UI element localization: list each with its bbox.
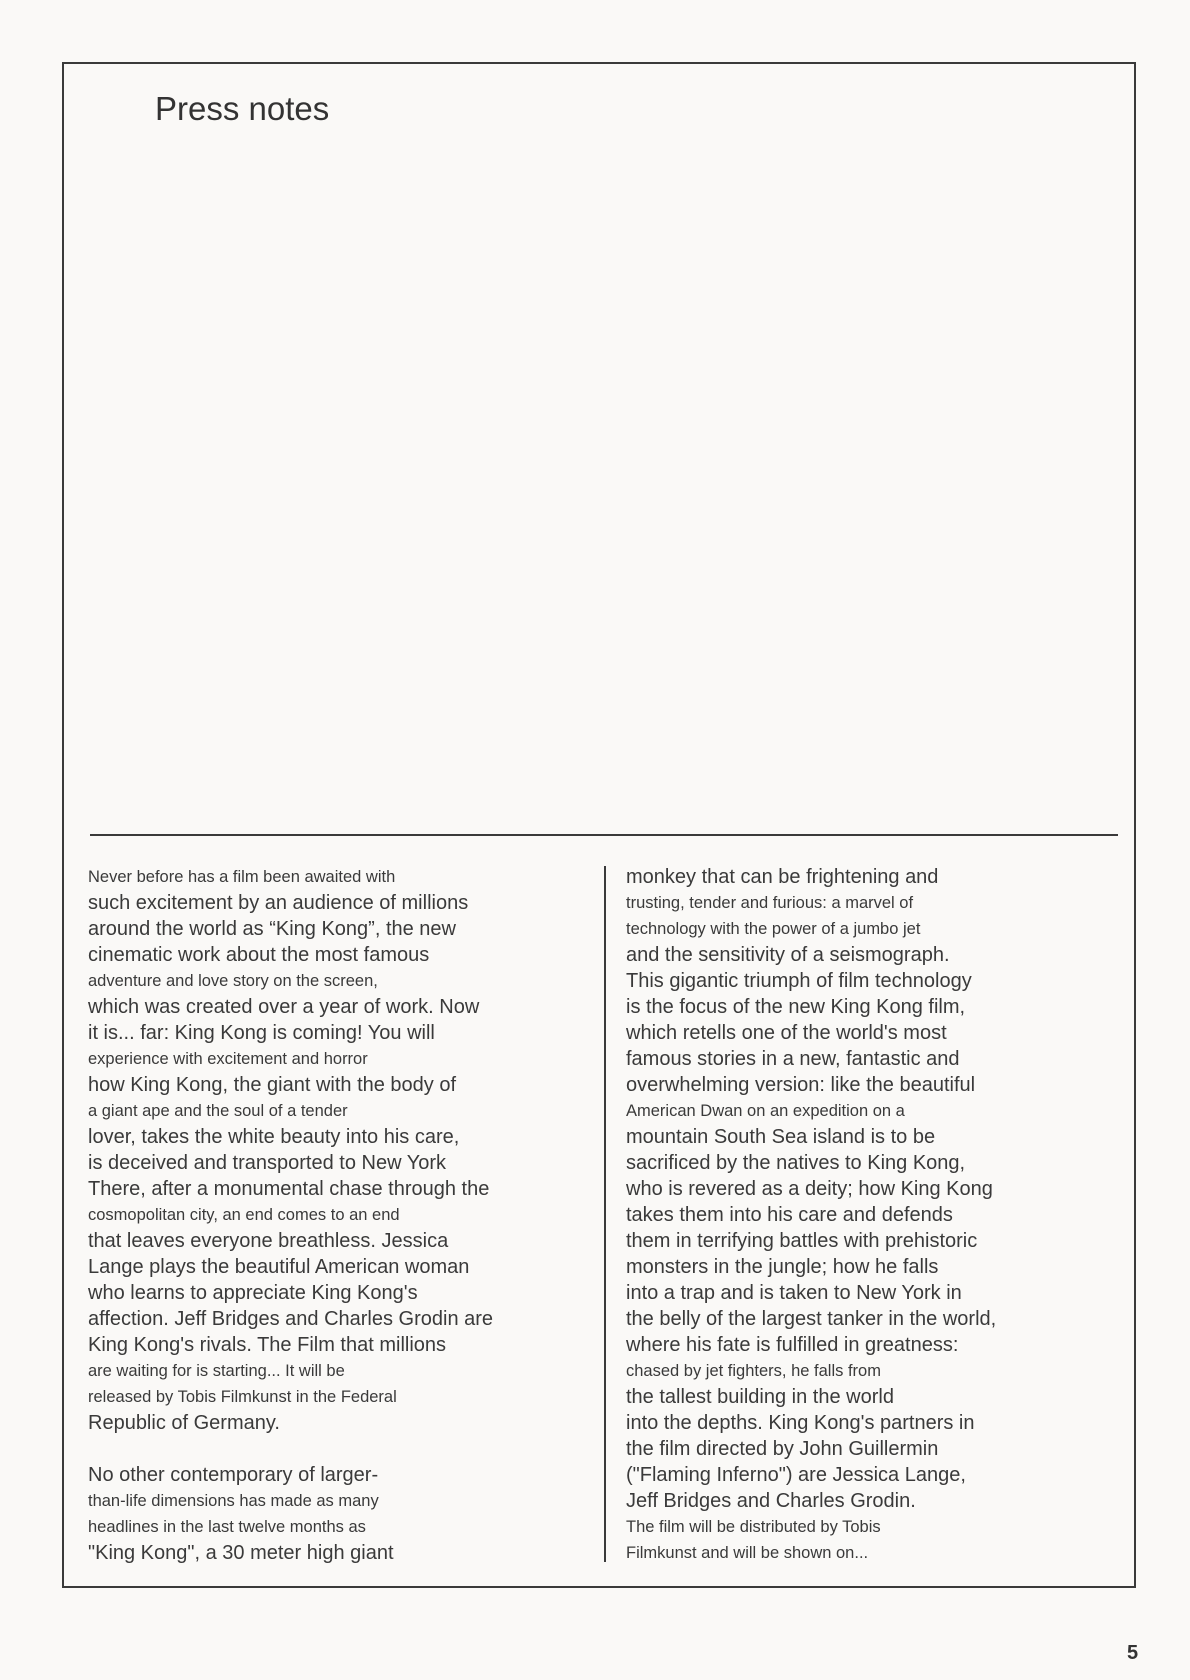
text-line: mountain South Sea island is to be [626, 1126, 936, 1148]
text-line: which retells one of the world's most [626, 1022, 947, 1044]
paragraph-gap [88, 1436, 593, 1462]
text-line: how King Kong, the giant with the body of [88, 1074, 457, 1096]
text-line: famous stories in a new, fantastic and [626, 1048, 960, 1070]
column-divider [604, 866, 606, 1562]
text-line: which was created over a year of work. Now [88, 996, 480, 1018]
text-line: around the world as “King Kong”, the new [88, 918, 456, 940]
horizontal-rule [90, 834, 1118, 836]
text-line: adventure and love story on the screen, [88, 972, 378, 990]
text-line: monsters in the jungle; how he falls [626, 1256, 939, 1278]
text-line: lover, takes the white beauty into his care, [88, 1126, 460, 1148]
text-line: is the focus of the new King Kong film, [626, 996, 966, 1018]
text-line: takes them into his care and defends [626, 1204, 953, 1226]
left-column [88, 864, 593, 1566]
text-line: trusting, tender and furious: a marvel of [626, 894, 914, 912]
text-line: Lange plays the beautiful American woman [88, 1256, 470, 1278]
text-line: monkey that can be frightening and [626, 866, 939, 888]
text-line: Jeff Bridges and Charles Grodin. [626, 1490, 916, 1512]
text-line: The film will be distributed by Tobis [626, 1518, 881, 1536]
text-line: into the depths. King Kong's partners in [626, 1412, 975, 1434]
text-line: Filmkunst and will be shown on... [626, 1544, 869, 1562]
text-line: are waiting for is starting... It will be [88, 1362, 345, 1380]
text-line: No other contemporary of larger- [88, 1464, 379, 1486]
text-line: King Kong's rivals. The Film that millions [88, 1334, 447, 1356]
text-line: technology with the power of a jumbo jet [626, 920, 921, 938]
text-line: released by Tobis Filmkunst in the Federal [88, 1388, 397, 1406]
text-line: the tallest building in the world [626, 1386, 894, 1408]
text-line: that leaves everyone breathless. Jessica [88, 1230, 449, 1252]
text-line: This gigantic triumph of film technology [626, 970, 972, 992]
text-line: cinematic work about the most famous [88, 944, 430, 966]
text-line: the film directed by John Guillermin [626, 1438, 939, 1460]
text-line: cosmopolitan city, an end comes to an end [88, 1206, 400, 1224]
text-line: ("Flaming Inferno") are Jessica Lange, [626, 1464, 966, 1486]
text-line: headlines in the last twelve months as [88, 1518, 366, 1536]
text-line: such excitement by an audience of millions [88, 892, 469, 914]
text-line: chased by jet fighters, he falls from [626, 1362, 881, 1380]
text-line: experience with excitement and horror [88, 1050, 368, 1068]
text-line: Never before has a film been awaited with [88, 868, 396, 886]
text-line: sacrificed by the natives to King Kong, [626, 1152, 966, 1174]
text-line: than-life dimensions has made as many [88, 1492, 379, 1510]
text-line: affection. Jeff Bridges and Charles Grodin are [88, 1308, 494, 1330]
page-number: 5 [1127, 1642, 1139, 1664]
text-line: "King Kong", a 30 meter high giant [88, 1542, 394, 1564]
text-line: where his fate is fulfilled in greatness: [626, 1334, 959, 1356]
text-line: who is revered as a deity; how King Kong [626, 1178, 993, 1200]
text-line: is deceived and transported to New York [88, 1152, 446, 1174]
text-line: overwhelming version: like the beautiful [626, 1074, 976, 1096]
text-line: it is... far: King Kong is coming! You will [88, 1022, 435, 1044]
right-column [626, 864, 1096, 1566]
page-title: Press notes [155, 90, 330, 127]
text-line: into a trap and is taken to New York in [626, 1282, 962, 1304]
text-line: and the sensitivity of a seismograph. [626, 944, 950, 966]
text-line: American Dwan on an expedition on a [626, 1102, 905, 1120]
text-line: the belly of the largest tanker in the world, [626, 1308, 997, 1330]
text-line: Republic of Germany. [88, 1412, 280, 1434]
text-line: them in terrifying battles with prehistoric [626, 1230, 978, 1252]
text-line: There, after a monumental chase through the [88, 1178, 490, 1200]
text-line: who learns to appreciate King Kong's [88, 1282, 418, 1304]
text-line: a giant ape and the soul of a tender [88, 1102, 348, 1120]
